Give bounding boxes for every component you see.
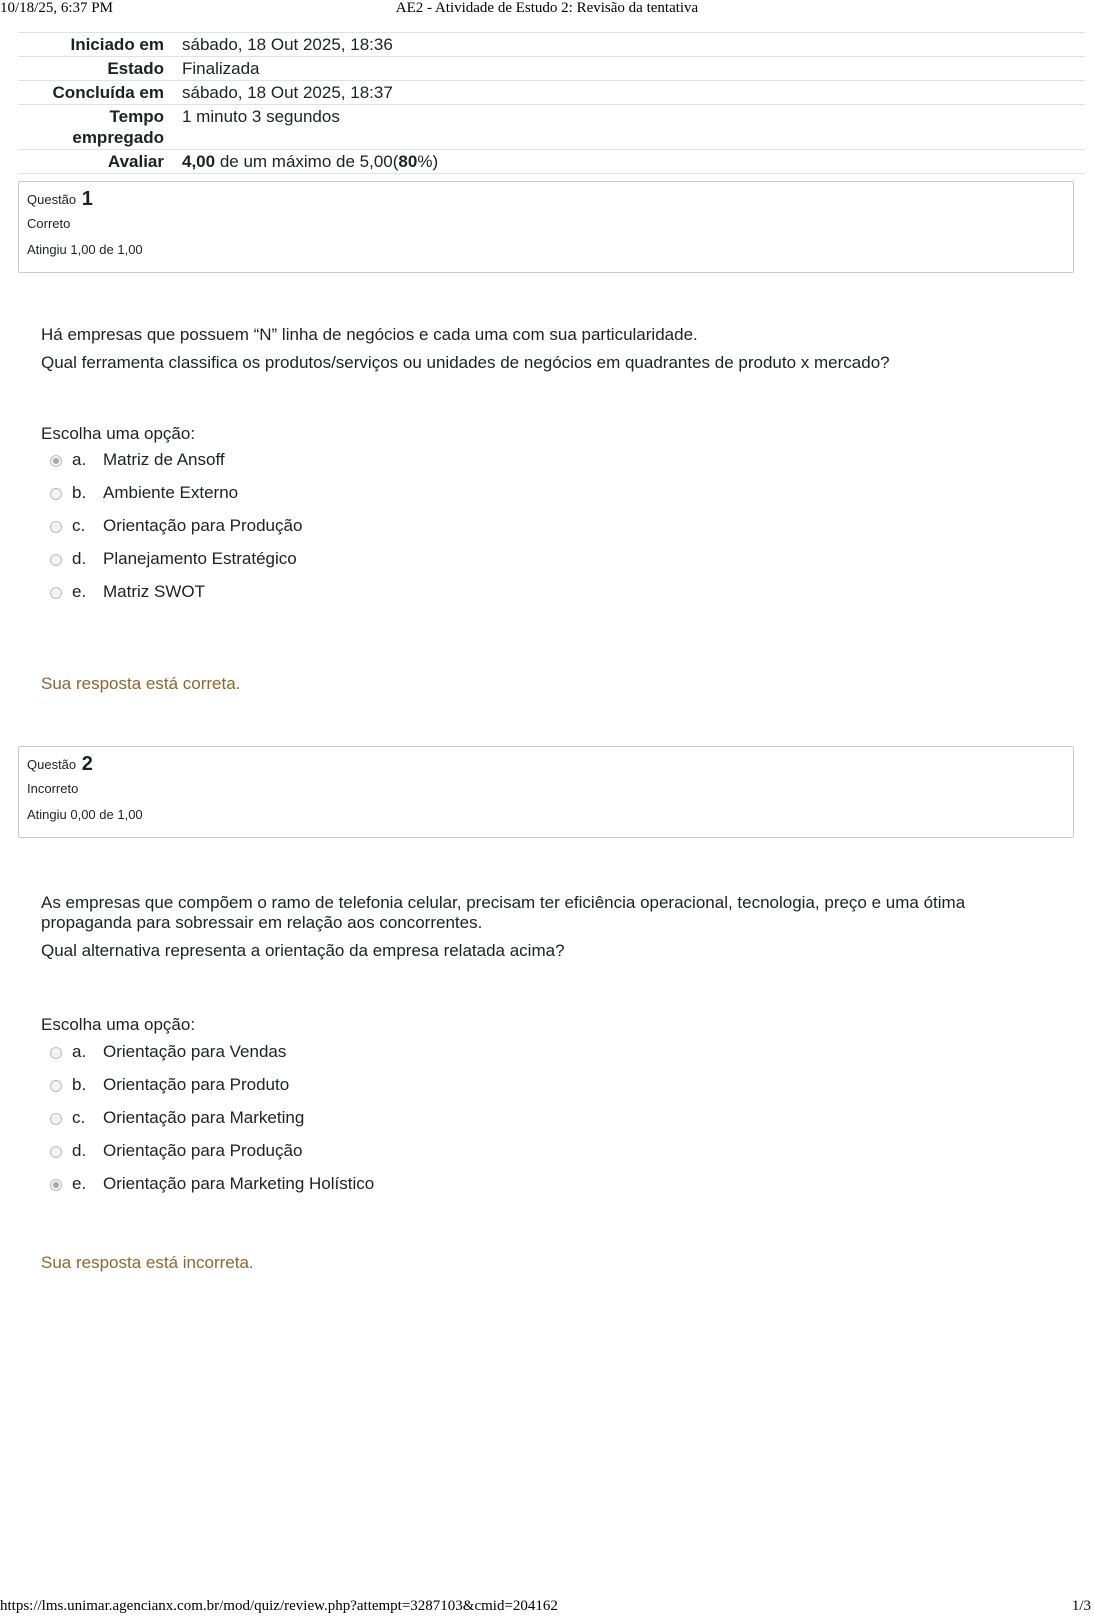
summary-label: Iniciado em: [70, 35, 164, 54]
option-text: Orientação para Produção: [103, 1140, 303, 1160]
radio-button[interactable]: [50, 521, 62, 533]
answer-prompt: Escolha uma opção:: [41, 424, 196, 443]
summary-row-state: [18, 56, 1085, 80]
grade-score: 4,00: [182, 152, 216, 171]
question-score: Atingiu 1,00 de 1,00: [27, 242, 143, 257]
summary-value: 1 minuto 3 segundos: [182, 107, 340, 126]
answer-option-a[interactable]: [50, 1035, 374, 1068]
summary-value: Finalizada: [182, 59, 260, 78]
option-text: Matriz de Ansoff: [103, 449, 225, 469]
print-title: AE2 - Atividade de Estudo 2: Revisão da tentativa: [395, 0, 699, 16]
answer-option-d[interactable]: [50, 542, 302, 575]
question-text-line: Qual alternativa representa a orientação da empresa relatada acima?: [41, 941, 565, 960]
answer-option-b[interactable]: [50, 476, 302, 509]
radio-button[interactable]: [50, 1146, 62, 1158]
summary-label: Estado: [107, 59, 164, 78]
print-url: https://lms.unimar.agencianx.com.br/mod/quiz/review.php?attempt=3287103&cmid=204162: [0, 1598, 558, 1614]
question-text-line: Qual ferramenta classifica os produtos/serviços ou unidades de negócios em quadrantes de produto x mercado?: [41, 353, 890, 372]
summary-row-started: [18, 32, 1085, 56]
page-number: 1/3: [1071, 1598, 1091, 1614]
grade-max: de um máximo de 5,00(: [215, 152, 399, 171]
question-label: Questão: [27, 192, 77, 207]
option-letter: d.: [72, 1140, 87, 1160]
question-score: Atingiu 0,00 de 1,00: [27, 807, 143, 822]
summary-grade-value: [182, 151, 1085, 172]
grade-end: %): [417, 152, 439, 171]
answer-option-e[interactable]: [50, 575, 302, 608]
print-header: [0, 0, 1094, 18]
print-footer: [0, 1598, 1094, 1616]
option-text: Orientação para Marketing Holístico: [103, 1173, 375, 1193]
question-status: Incorreto: [27, 781, 79, 796]
summary-label: Tempo empregado: [72, 107, 164, 147]
option-text: Orientação para Vendas: [103, 1041, 287, 1061]
option-text: Matriz SWOT: [103, 581, 205, 601]
answer-option-c[interactable]: [50, 1101, 374, 1134]
question-info-box: [18, 181, 1074, 273]
summary-value: sábado, 18 Out 2025, 18:36: [182, 35, 393, 54]
question-number-value: 2: [81, 753, 93, 775]
question-label: Questão: [27, 757, 77, 772]
summary-value: sábado, 18 Out 2025, 18:37: [182, 83, 393, 102]
answer-feedback: Sua resposta está incorreta.: [41, 1253, 254, 1272]
radio-button[interactable]: [50, 554, 62, 566]
question-number-value: 1: [81, 188, 93, 210]
summary-label: Avaliar: [107, 152, 164, 171]
question-text-line: As empresas que compõem o ramo de telefonia celular, precisam ter eficiência operacional, tecnologia, preço e uma ótima propaganda para sobressair em relação aos concorrentes.: [41, 893, 966, 932]
radio-button[interactable]: [50, 1113, 62, 1125]
question-info-box: [18, 746, 1074, 838]
option-text: Ambiente Externo: [103, 482, 239, 502]
radio-button[interactable]: [50, 587, 62, 599]
option-text: Orientação para Produção: [103, 515, 303, 535]
question-number: [27, 188, 1065, 211]
answer-option-a[interactable]: [50, 443, 302, 476]
answer-option-e[interactable]: [50, 1167, 374, 1200]
radio-button[interactable]: [50, 488, 62, 500]
summary-row-grade: [18, 149, 1085, 174]
option-text: Orientação para Produto: [103, 1074, 290, 1094]
answer-option-d[interactable]: [50, 1134, 374, 1167]
option-letter: b.: [72, 1074, 87, 1094]
print-datetime: 10/18/25, 6:37 PM: [0, 0, 113, 16]
answer-feedback: Sua resposta está correta.: [41, 674, 241, 693]
question-number: [27, 753, 1065, 776]
option-text: Planejamento Estratégico: [103, 548, 297, 568]
summary-row-completed: [18, 80, 1085, 104]
option-letter: e.: [72, 1173, 87, 1193]
attempt-summary-table: [18, 32, 1085, 174]
summary-label: Concluída em: [52, 83, 164, 102]
question-status: Correto: [27, 216, 71, 231]
radio-button[interactable]: [50, 1179, 62, 1191]
answer-prompt: Escolha uma opção:: [41, 1015, 196, 1034]
option-letter: d.: [72, 548, 87, 568]
question-text: [41, 325, 1041, 381]
option-letter: c.: [72, 1107, 86, 1127]
option-letter: e.: [72, 581, 87, 601]
question-text-line: Há empresas que possuem “N” linha de negócios e cada uma com sua particularidade.: [41, 325, 698, 344]
option-letter: c.: [72, 515, 86, 535]
radio-button[interactable]: [50, 455, 62, 467]
question-text: [41, 893, 1041, 969]
option-letter: b.: [72, 482, 87, 502]
option-letter: a.: [72, 449, 87, 469]
answer-options: [50, 443, 302, 608]
radio-button[interactable]: [50, 1080, 62, 1092]
option-letter: a.: [72, 1041, 87, 1061]
grade-percent: 80: [398, 152, 418, 171]
option-text: Orientação para Marketing: [103, 1107, 305, 1127]
summary-row-time-taken: [18, 104, 1085, 149]
answer-options: [50, 1035, 374, 1200]
answer-option-c[interactable]: [50, 509, 302, 542]
radio-button[interactable]: [50, 1047, 62, 1059]
answer-option-b[interactable]: [50, 1068, 374, 1101]
